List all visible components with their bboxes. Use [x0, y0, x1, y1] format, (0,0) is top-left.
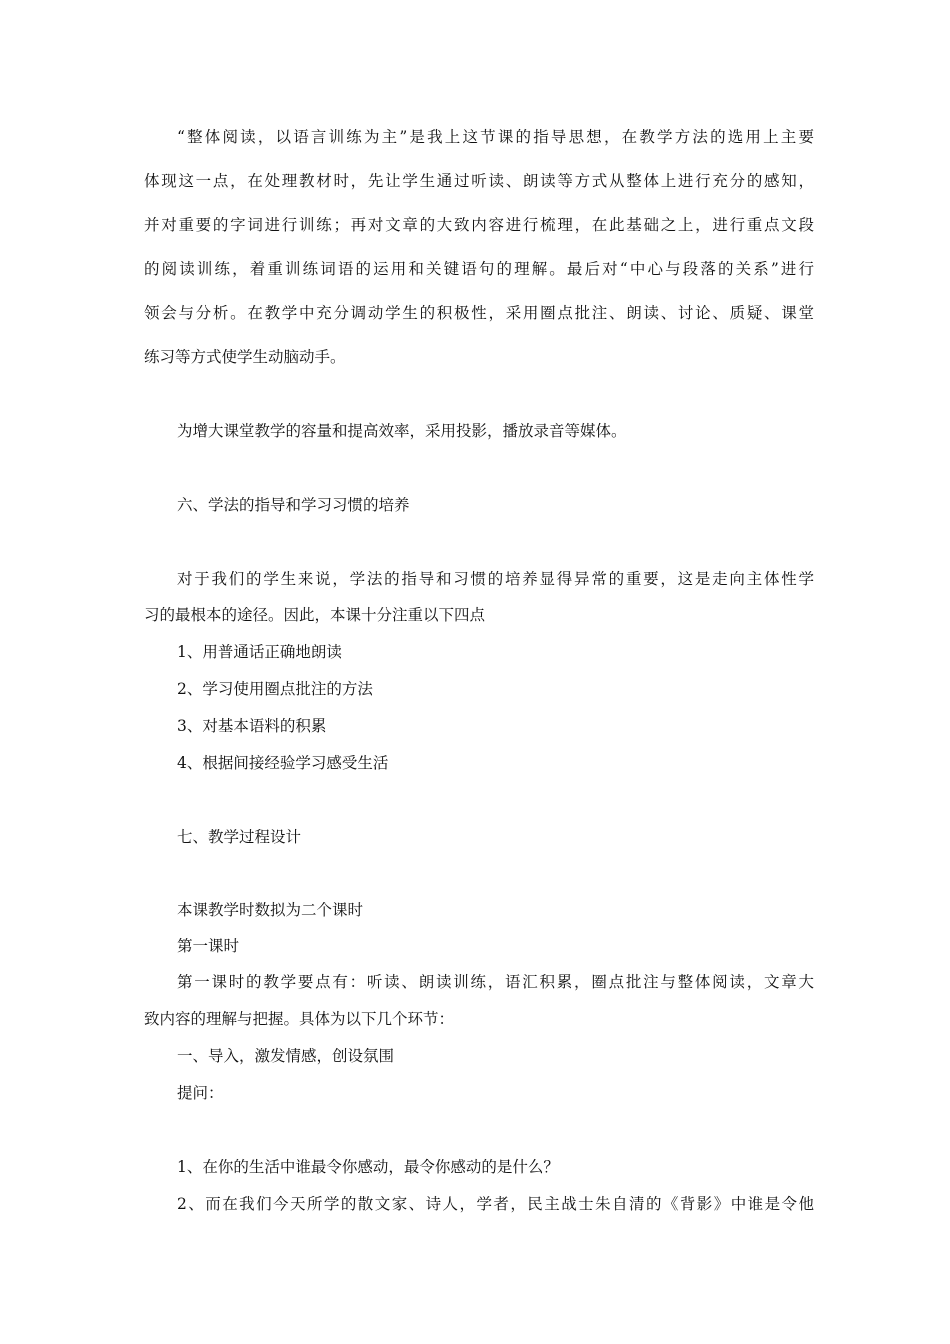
paragraph-line: 对于我们的学生来说，学法的指导和习惯的培养显得异常的重要，这是走向主体性学: [177, 570, 814, 588]
list-item: 2、而在我们今天所学的散文家、诗人，学者，民主战士朱自清的《背影》中谁是令他: [177, 1195, 814, 1213]
paragraph-line: 体现这一点，在处理教材时，先让学生通过听读、朗读等方式从整体上进行充分的感知，: [144, 172, 814, 190]
paragraph-line: 习的最根本的途径。因此，本课十分注重以下四点: [144, 606, 486, 624]
paragraph-line: 第一课时的教学要点有：听读、朗读训练，语汇积累，圈点批注与整体阅读，文章大: [177, 973, 814, 991]
paragraph-line: “整体阅读，以语言训练为主”是我上这节课的指导思想，在教学方法的选用上主要: [177, 128, 814, 146]
paragraph-line: 提问：: [177, 1084, 224, 1102]
paragraph-line: 致内容的理解与把握。具体为以下几个环节：: [144, 1010, 455, 1028]
list-item: 2、学习使用圈点批注的方法: [177, 680, 373, 698]
paragraph-line: 练习等方式使学生动脑动手。: [144, 348, 346, 366]
paragraph-line: 为增大课堂教学的容量和提高效率，采用投影，播放录音等媒体。: [177, 422, 627, 440]
paragraph-line: 的阅读训练，着重训练词语的运用和关键语句的理解。最后对“中心与段落的关系”进行: [144, 260, 814, 278]
paragraph-line: 领会与分析。在教学中充分调动学生的积极性，采用圈点批注、朗读、讨论、质疑、课堂: [144, 304, 814, 322]
paragraph-line: 第一课时: [177, 937, 240, 955]
list-item: 1、用普通话正确地朗读: [177, 643, 342, 661]
section-heading: 七、教学过程设计: [177, 828, 302, 846]
paragraph-line: 一、导入，激发情感，创设氛围: [177, 1047, 395, 1065]
paragraph-line: 本课教学时数拟为二个课时: [177, 901, 364, 919]
list-item: 4、根据间接经验学习感受生活: [177, 754, 389, 772]
section-heading: 六、学法的指导和学习习惯的培养: [177, 496, 410, 514]
list-item: 3、对基本语料的积累: [177, 717, 327, 735]
list-item: 1、在你的生活中谁最令你感动，最令你感动的是什么？: [177, 1158, 559, 1176]
paragraph-line: 并对重要的字词进行训练；再对文章的大致内容进行梳理，在此基础之上，进行重点文段: [144, 216, 814, 234]
